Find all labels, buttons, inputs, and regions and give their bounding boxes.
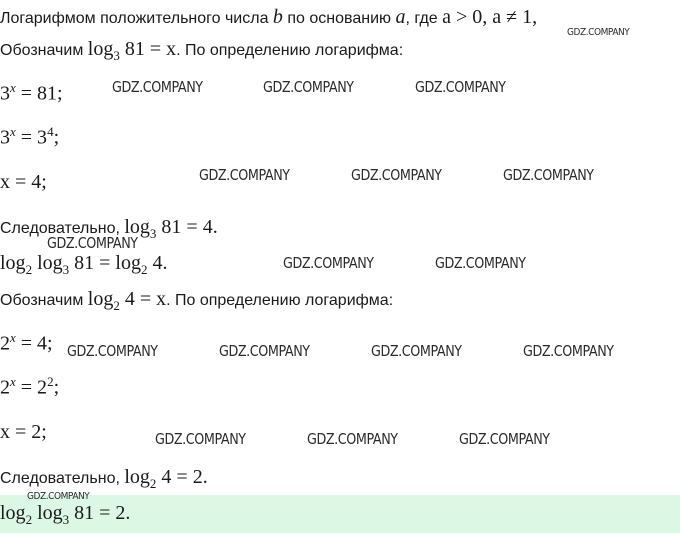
watermark: GDZ.COMPANY [283, 254, 374, 272]
definition-text-3: , где [405, 10, 443, 27]
notation-line-2 [0, 288, 393, 314]
watermark: GDZ.COMPANY [567, 27, 630, 38]
conclusion-text: Следовательно, [0, 470, 125, 487]
equation-2x-22: $2^x = 2^2$; [0, 374, 60, 399]
log-expression: $\log_2 4 = x$ [87, 288, 167, 313]
equation-3x-81: $3^x = 81$; [0, 80, 63, 105]
watermark: GDZ.COMPANY [112, 78, 203, 96]
conclusion-line-2 [0, 466, 208, 492]
watermark: GDZ.COMPANY [503, 166, 594, 184]
notation-text-2: . По определению логарифма: [166, 292, 394, 309]
definition-text: Логарифмом положительного числа [0, 10, 273, 27]
watermark: GDZ.COMPANY [263, 78, 354, 96]
equation-3x-34: $3^x = 3^4$; [0, 124, 60, 149]
conclusion-text: Следовательно, [0, 220, 125, 237]
notation-text-2: . По определению логарифма: [176, 42, 404, 59]
watermark: GDZ.COMPANY [371, 342, 462, 360]
var-a: a [395, 6, 406, 28]
watermark: GDZ.COMPANY [523, 342, 614, 360]
equation-x-2: x = 2; [0, 421, 47, 443]
watermark: GDZ.COMPANY [47, 234, 138, 252]
watermark: GDZ.COMPANY [435, 254, 526, 272]
definition-line [0, 6, 537, 29]
watermark: GDZ.COMPANY [307, 430, 398, 448]
condition-math: a > 0, a ≠ 1, [442, 6, 538, 28]
watermark: GDZ.COMPANY [459, 430, 550, 448]
watermark: GDZ.COMPANY [199, 166, 290, 184]
equation-2x-4: $2^x = 4$; [0, 330, 53, 355]
watermark: GDZ.COMPANY [415, 78, 506, 96]
log-expression: $\log_3 81 = x$ [87, 38, 177, 63]
definition-text-2: по основанию [282, 10, 396, 27]
transformed-expression: $\log_2 \log_3 81 = \log_2 4$. [0, 252, 168, 277]
conclusion-math: $\log_3 81 = 4$. [124, 216, 218, 241]
var-b: b [272, 6, 283, 28]
watermark: GDZ.COMPANY [351, 166, 442, 184]
equation-x-4: x = 4; [0, 171, 47, 193]
conclusion-math: $\log_2 4 = 2$. [124, 466, 208, 491]
notation-line-1 [0, 38, 403, 64]
final-answer: $\log_2 \log_3 81 = 2$. [0, 502, 131, 527]
watermark: GDZ.COMPANY [27, 491, 90, 502]
notation-text: Обозначим [0, 42, 88, 59]
watermark: GDZ.COMPANY [219, 342, 310, 360]
notation-text: Обозначим [0, 292, 88, 309]
watermark: GDZ.COMPANY [155, 430, 246, 448]
watermark: GDZ.COMPANY [67, 342, 158, 360]
